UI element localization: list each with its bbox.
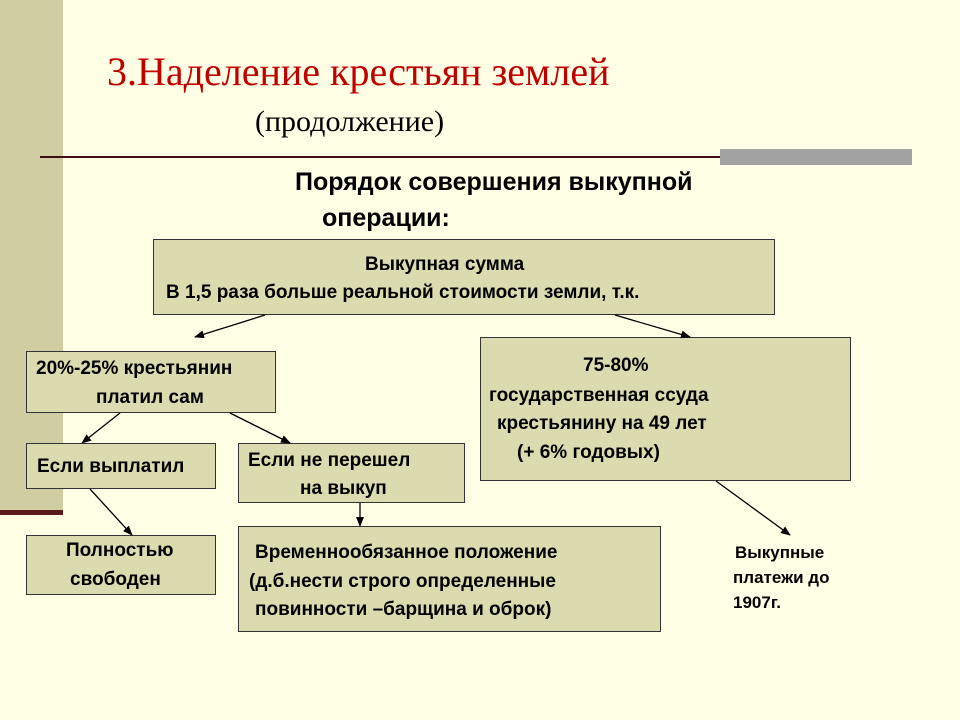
fully-free-line-1: Полностью <box>66 540 174 561</box>
temporarily-obliged-line-3: повинности –барщина и оброк) <box>255 599 552 620</box>
arrow-sum-to-loan <box>615 315 690 337</box>
arrow-paid-to-free <box>90 489 132 535</box>
arrow-sum-to-peasant <box>195 315 265 337</box>
if-not-transferred-line-2: на выкуп <box>300 478 387 499</box>
redemption-sum-label: Выкупная сумма <box>365 254 525 275</box>
payments-line-2: платежи до <box>733 568 830 587</box>
peasant-paid-line-1: 20%-25% крестьянин <box>36 358 233 379</box>
if-paid-label: Если выплатил <box>37 456 185 477</box>
peasant-paid-line-2: платил сам <box>96 387 204 408</box>
heading-line-1: Порядок совершения выкупной <box>295 168 693 196</box>
arrow-loan-to-payments <box>716 481 790 535</box>
payments-line-1: Выкупные <box>735 543 825 562</box>
arrow-peasant-to-not-transferred <box>230 413 290 443</box>
arrow-peasant-to-paid <box>82 413 120 443</box>
fully-free-line-2: свободен <box>70 569 161 590</box>
heading-line-2: операции: <box>322 204 450 232</box>
temporarily-obliged-line-2: (д.б.нести строго определенные <box>249 571 556 592</box>
redemption-sum-detail: В 1,5 раза больше реальной стоимости земли, т.к. <box>166 282 640 303</box>
state-loan-line-4: (+ 6% годовых) <box>517 442 660 463</box>
if-not-transferred-line-1: Если не перешел <box>248 450 411 471</box>
slide-subtitle: (продолжение) <box>255 105 445 138</box>
payments-line-3: 1907г. <box>733 593 781 612</box>
state-loan-line-1: 75-80% <box>583 355 649 376</box>
temporarily-obliged-line-1: Временнообязанное положение <box>255 542 558 563</box>
state-loan-line-2: государственная ссуда <box>489 385 709 406</box>
slide-title: 3.Наделение крестьян землей <box>107 49 610 94</box>
state-loan-line-3: крестьянину на 49 лет <box>497 413 707 434</box>
